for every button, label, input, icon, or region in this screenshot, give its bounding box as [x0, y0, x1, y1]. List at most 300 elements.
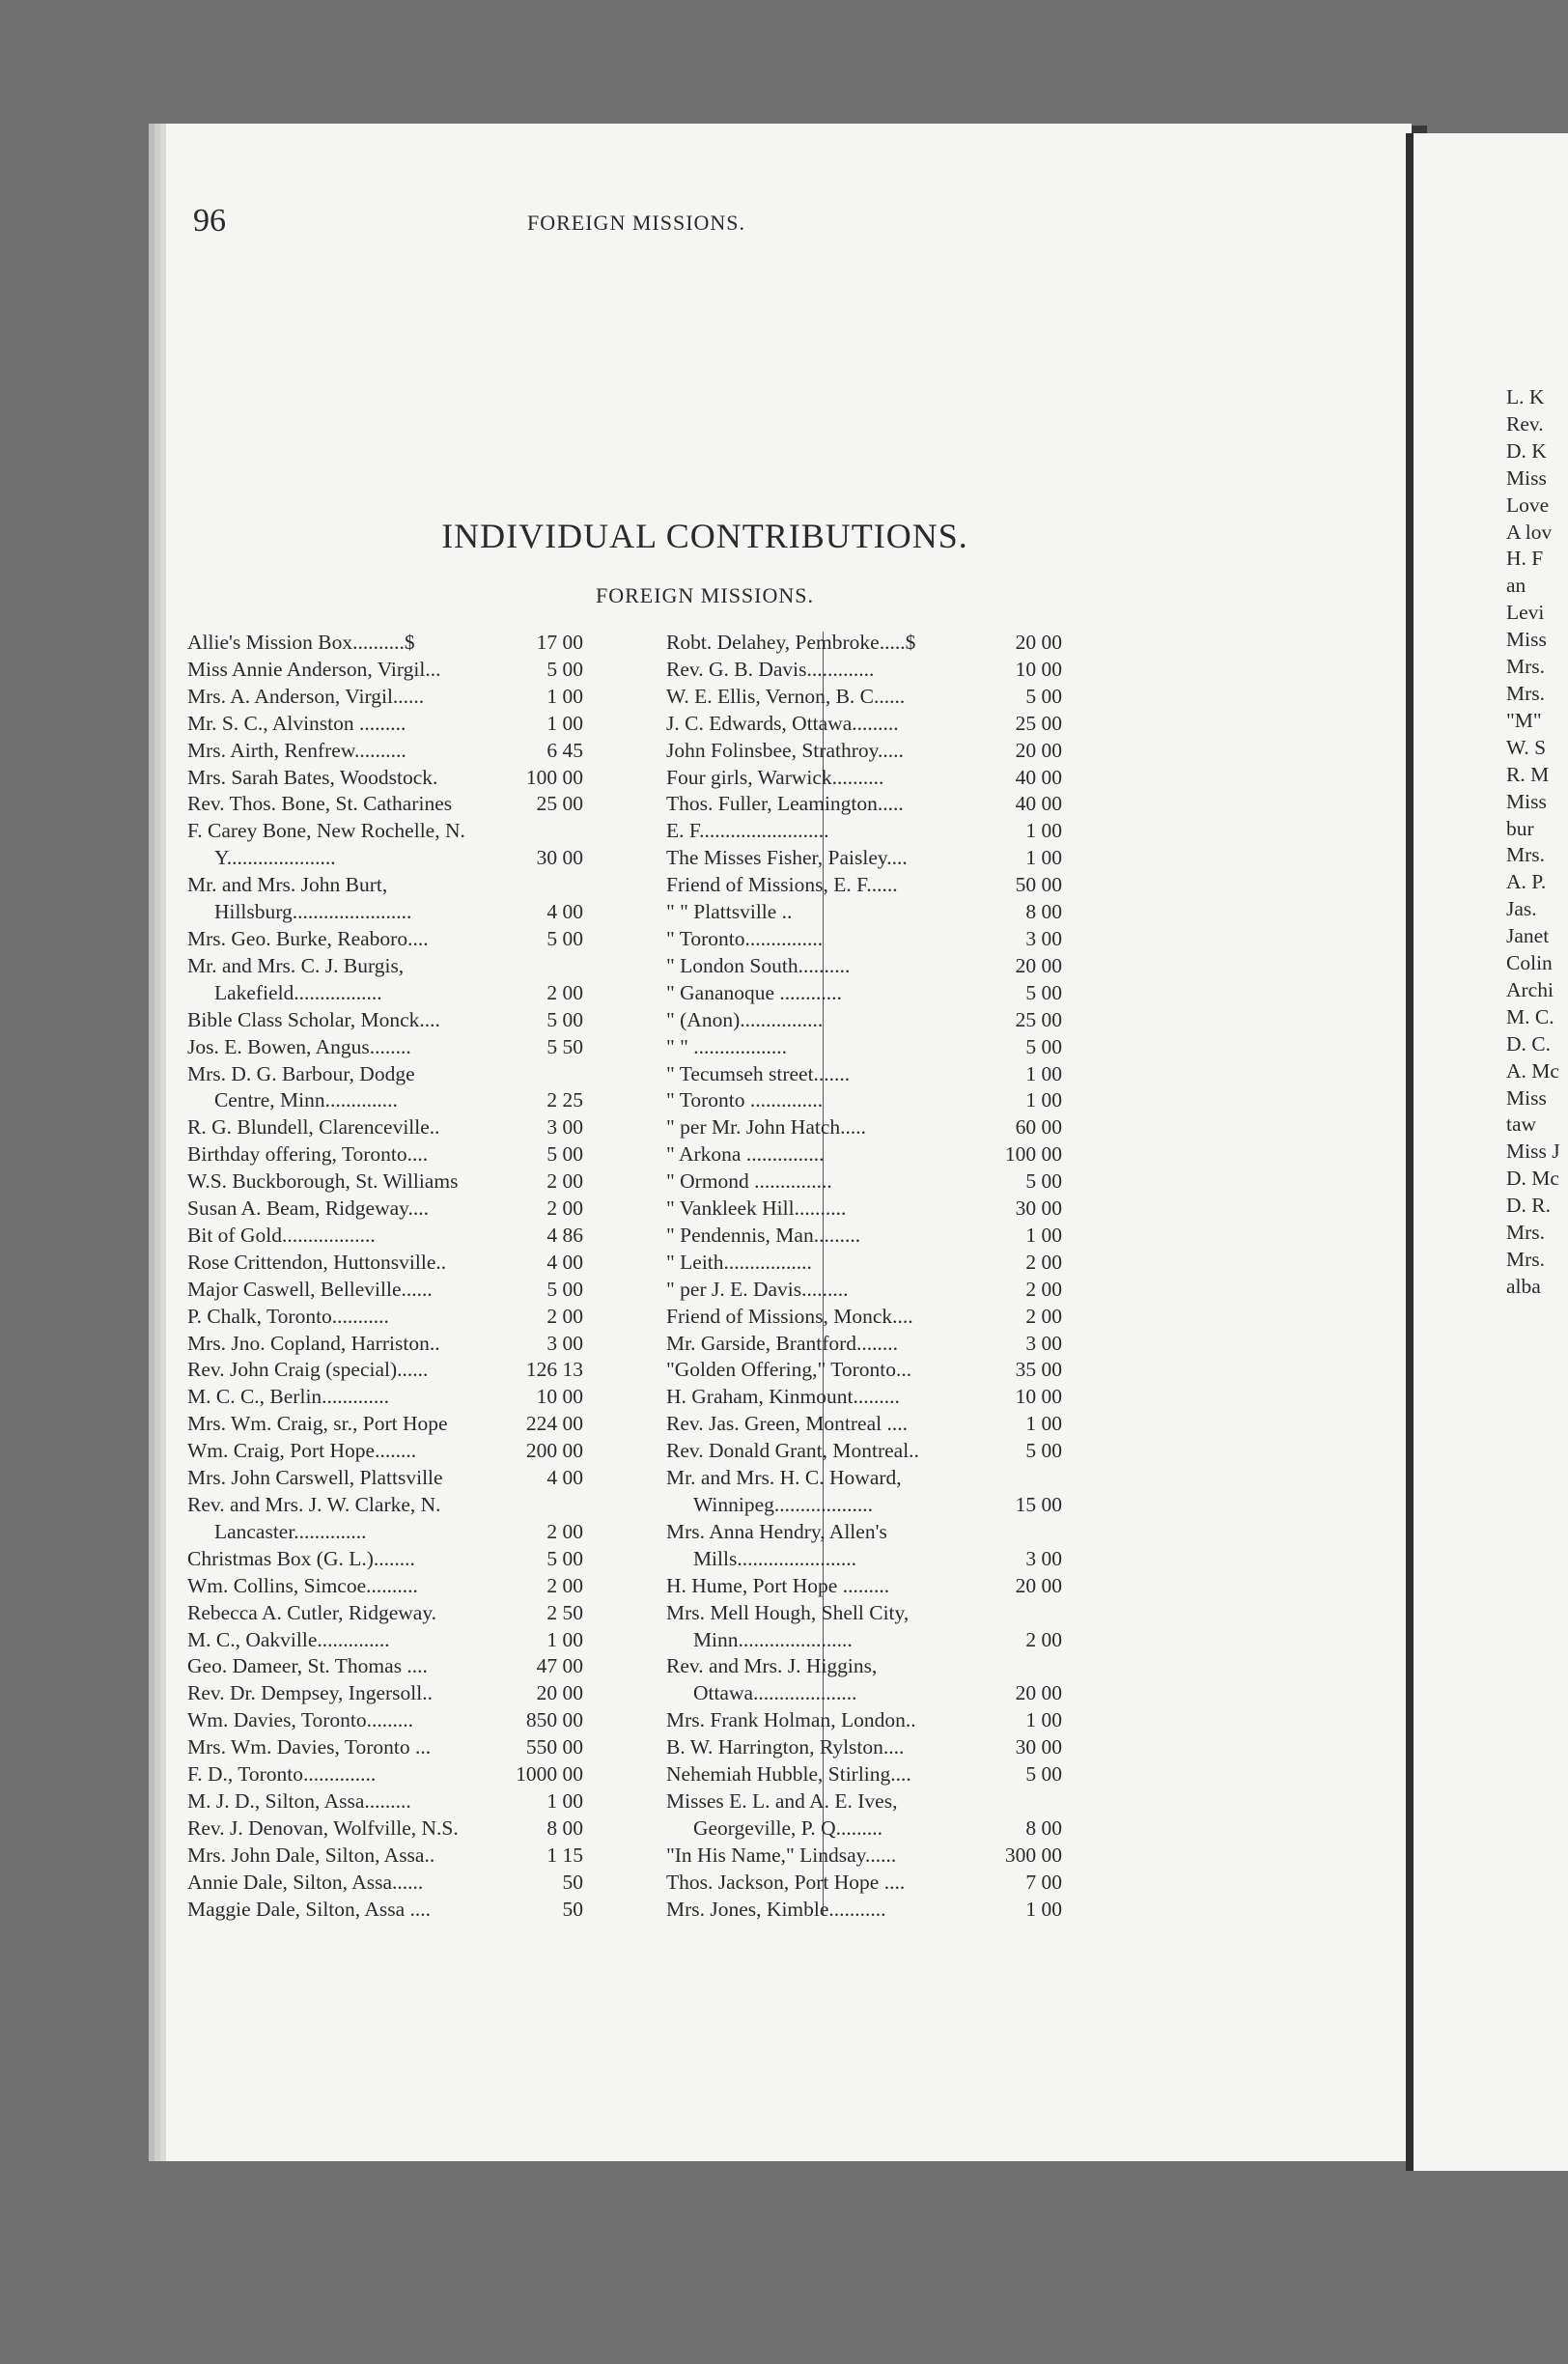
contribution-row	[187, 1223, 583, 1250]
contributor-name: Nehemiah Hubble, Stirling....	[666, 1762, 911, 1787]
contribution-amount: 5 00	[1025, 980, 1062, 1004]
contributor-name: Geo. Dameer, St. Thomas ....	[187, 1654, 428, 1678]
contribution-amount: 3 00	[546, 1115, 583, 1140]
contributor-name: Mrs. Anna Hendry, Allen's Mills.......................	[666, 1519, 887, 1570]
contributor-name: Misses E. L. and A. E. Ives, Georgeville, P. Q.........	[666, 1788, 898, 1840]
contribution-row	[666, 1465, 1062, 1519]
fragment-line: L. K	[1506, 385, 1545, 408]
contributor-name: F. Carey Bone, New Rochelle, N. Y.....................	[187, 819, 465, 870]
contribution-row	[187, 1061, 583, 1115]
contributor-name: Wm. Craig, Port Hope........	[187, 1439, 417, 1463]
contribution-amount: 8 00	[1025, 900, 1062, 924]
contributor-name: "In His Name," Lindsay......	[666, 1843, 897, 1867]
contribution-amount: 1 00	[1025, 1061, 1062, 1085]
contributor-name: " per Mr. John Hatch.....	[666, 1115, 867, 1140]
fragment-line: D. C.	[1506, 1031, 1551, 1055]
contributor-name: R. G. Blundell, Clarenceville..	[187, 1115, 440, 1140]
contributor-name: Rose Crittendon, Huttonsville..	[187, 1250, 447, 1274]
contributor-name: Miss Annie Anderson, Virgil...	[187, 657, 441, 681]
contributor-name: B. W. Harrington, Rylston....	[666, 1735, 905, 1759]
contribution-row	[187, 1007, 583, 1034]
left-contributions-column	[187, 630, 583, 1924]
contribution-row	[187, 1277, 583, 1304]
contribution-row	[187, 1168, 583, 1196]
contribution-row	[187, 1707, 583, 1734]
contribution-amount: 20 00	[1015, 1681, 1062, 1705]
contribution-amount: 1 00	[546, 684, 583, 708]
contributor-name: Robt. Delahey, Pembroke.....$	[666, 631, 916, 654]
fragment-line: Janet	[1506, 924, 1550, 948]
contributor-name: Mrs. Airth, Renfrew..........	[187, 738, 406, 762]
contributor-name: Bible Class Scholar, Monck....	[187, 1007, 440, 1031]
contribution-amount: 47 00	[536, 1654, 583, 1678]
contribution-amount: 1 15	[546, 1843, 583, 1867]
contribution-amount: 2 00	[546, 1196, 583, 1221]
contributor-name: M. C. C., Berlin.............	[187, 1385, 390, 1409]
contributor-name: Mrs. D. G. Barbour, Dodge Centre, Minn..............	[187, 1061, 415, 1112]
fragment-line: A. P.	[1506, 870, 1547, 894]
contributor-name: " London South..........	[666, 953, 851, 977]
contribution-amount: 1 00	[1025, 846, 1062, 870]
contribution-row	[666, 1141, 1062, 1168]
fragment-line: taw	[1506, 1112, 1537, 1137]
contribution-row	[187, 818, 583, 872]
page-number: 96	[193, 203, 226, 239]
running-title: FOREIGN MISSIONS.	[527, 211, 746, 235]
contribution-row	[666, 1196, 1062, 1223]
contributor-name: P. Chalk, Toronto...........	[187, 1304, 389, 1328]
contribution-amount: 3 00	[546, 1331, 583, 1355]
contribution-row	[666, 711, 1062, 738]
section-subtitle: FOREIGN MISSIONS.	[595, 583, 815, 607]
contributor-name: " Ormond ...............	[666, 1169, 832, 1194]
contributor-name: Rev. J. Denovan, Wolfville, N.S.	[187, 1815, 459, 1840]
contribution-amount: 100 00	[1004, 1142, 1062, 1167]
contribution-row	[187, 1411, 583, 1438]
contribution-amount: 8 00	[1025, 1815, 1062, 1840]
contribution-row	[666, 926, 1062, 953]
fragment-line: Mrs.	[1506, 655, 1546, 679]
contributor-name: Thos. Jackson, Port Hope ....	[666, 1870, 906, 1894]
contribution-row	[666, 1870, 1062, 1897]
contribution-row	[666, 1734, 1062, 1761]
contributor-name: Mrs. Jno. Copland, Harriston..	[187, 1331, 440, 1355]
contributor-name: Rev. and Mrs. J. Higgins, Ottawa....................	[666, 1654, 878, 1705]
contribution-row	[187, 1250, 583, 1277]
contribution-amount: 5 00	[546, 657, 583, 681]
contributor-name: Christmas Box (G. L.)........	[187, 1546, 415, 1570]
contribution-row	[187, 1627, 583, 1654]
contribution-amount: 4 86	[546, 1223, 583, 1247]
contribution-row	[187, 953, 583, 1007]
contribution-amount: 2 00	[1025, 1250, 1062, 1274]
contribution-amount: 5 00	[546, 1007, 583, 1031]
contribution-amount: 5 50	[546, 1034, 583, 1058]
contributor-name: " Leith.................	[666, 1250, 812, 1274]
contributor-name: Mr. and Mrs. C. J. Burgis, Lakefield.................	[187, 953, 405, 1004]
contributor-name: Bit of Gold..................	[187, 1223, 376, 1247]
contributor-name: F. D., Toronto..............	[187, 1762, 377, 1787]
contribution-row	[666, 1168, 1062, 1196]
contribution-row	[666, 899, 1062, 926]
contribution-row	[187, 1384, 583, 1411]
contribution-row	[666, 845, 1062, 872]
contribution-amount: 1 00	[1025, 1897, 1062, 1921]
contributor-name: Mrs. Sarah Bates, Woodstock.	[187, 765, 438, 789]
contribution-amount: 2 00	[1025, 1304, 1062, 1328]
fragment-line: R. M	[1506, 762, 1550, 786]
contribution-row	[666, 738, 1062, 765]
fragment-line: Mrs.	[1506, 843, 1546, 867]
contributor-name: Wm. Collins, Simcoe..........	[187, 1573, 418, 1597]
contributor-name: Susan A. Beam, Ridgeway....	[187, 1196, 430, 1221]
contribution-amount: 2 00	[546, 1169, 583, 1194]
contribution-row	[666, 1897, 1062, 1924]
contribution-amount: 20 00	[536, 1681, 583, 1705]
contributor-name: Friend of Missions, Monck....	[666, 1304, 913, 1328]
fragment-line: D. K	[1506, 438, 1547, 463]
contribution-amount: 20 00	[1015, 631, 1062, 654]
contribution-amount: 1 00	[546, 711, 583, 735]
fragment-line: Rev.	[1506, 411, 1544, 436]
contribution-amount: 30 00	[536, 846, 583, 870]
contributor-name: Rebecca A. Cutler, Ridgeway.	[187, 1600, 437, 1624]
contributor-name: Mr. Garside, Brantford........	[666, 1331, 899, 1355]
contributor-name: Allie's Mission Box..........$	[187, 631, 415, 654]
contributor-name: Mrs. A. Anderson, Virgil......	[187, 684, 425, 708]
contribution-amount: 20 00	[1015, 1573, 1062, 1597]
contributor-name: Rev. John Craig (special)......	[187, 1358, 429, 1382]
contribution-row	[666, 1707, 1062, 1734]
contribution-row	[187, 1196, 583, 1223]
fragment-line: Jas.	[1506, 897, 1537, 921]
contribution-amount: 10 00	[536, 1385, 583, 1409]
contribution-amount: 224 00	[525, 1412, 583, 1436]
contributor-name: Rev. Jas. Green, Montreal ....	[666, 1412, 908, 1436]
contributor-name: " Arkona ...............	[666, 1142, 825, 1167]
contribution-amount: 1 00	[1025, 1223, 1062, 1247]
contribution-amount: 4 00	[546, 1466, 583, 1490]
contribution-amount: 40 00	[1015, 792, 1062, 816]
contributor-name: Wm. Davies, Toronto.........	[187, 1708, 413, 1732]
contribution-amount: 5 00	[1025, 1169, 1062, 1194]
contribution-row	[666, 1331, 1062, 1358]
contributor-name: Rev. G. B. Davis.............	[666, 657, 875, 681]
contributor-name: Rev. Dr. Dempsey, Ingersoll..	[187, 1681, 433, 1705]
contributor-name: Four girls, Warwick..........	[666, 765, 884, 789]
contributor-name: Rev. Thos. Bone, St. Catharines	[187, 792, 453, 816]
contribution-amount: 20 00	[1015, 953, 1062, 977]
contribution-amount: 2 50	[546, 1600, 583, 1624]
contributor-name: Annie Dale, Silton, Assa......	[187, 1870, 424, 1894]
contribution-row	[666, 1519, 1062, 1573]
contributor-name: " " Plattsville ..	[666, 900, 793, 924]
contribution-amount: 15 00	[1015, 1493, 1062, 1516]
contribution-amount: 50	[562, 1897, 583, 1921]
contributor-name: Mr. and Mrs. H. C. Howard, Winnipeg...................	[666, 1466, 902, 1516]
contribution-amount: 1 00	[1025, 819, 1062, 843]
contribution-row	[187, 1815, 583, 1843]
fragment-line: Miss	[1506, 789, 1547, 813]
contribution-amount: 30 00	[1015, 1735, 1062, 1759]
contribution-row	[187, 791, 583, 818]
contributor-name: " Pendennis, Man.........	[666, 1223, 861, 1247]
contribution-row	[187, 1492, 583, 1546]
contributor-name: " Gananoque ............	[666, 980, 842, 1004]
contributor-name: Birthday offering, Toronto....	[187, 1142, 429, 1167]
contribution-row	[187, 1788, 583, 1815]
contribution-row	[187, 1653, 583, 1680]
contribution-amount: 100 00	[525, 765, 583, 789]
contribution-amount: 2 00	[546, 1573, 583, 1597]
contribution-row	[187, 1600, 583, 1627]
fragment-line: Mrs.	[1506, 1248, 1546, 1271]
contributor-name: Mrs. Geo. Burke, Reaboro....	[187, 926, 429, 950]
contribution-amount: 40 00	[1015, 765, 1062, 789]
contributor-name: The Misses Fisher, Paisley....	[666, 846, 908, 870]
contribution-amount: 1 00	[1025, 1708, 1062, 1732]
contribution-row	[187, 657, 583, 684]
contribution-amount: 5 00	[1025, 1034, 1062, 1058]
contributor-name: H. Hume, Port Hope .........	[666, 1573, 890, 1597]
contribution-row	[666, 1061, 1062, 1088]
fragment-line: Mrs.	[1506, 681, 1546, 705]
fragment-line: Love	[1506, 492, 1550, 517]
contributor-name: M. C., Oakville..............	[187, 1627, 390, 1651]
contribution-row	[666, 791, 1062, 818]
contribution-row	[187, 1465, 583, 1492]
contributor-name: " Toronto...............	[666, 926, 824, 950]
contribution-amount: 850 00	[525, 1708, 583, 1732]
contribution-row	[666, 1114, 1062, 1141]
contribution-amount: 1 00	[1025, 1412, 1062, 1436]
contribution-row	[187, 711, 583, 738]
contribution-row	[666, 980, 1062, 1007]
contribution-row	[187, 1357, 583, 1384]
contribution-amount: 6 45	[546, 738, 583, 762]
contribution-row	[187, 1680, 583, 1707]
contribution-row	[666, 1357, 1062, 1384]
contribution-row	[187, 630, 583, 657]
fragment-line: Miss	[1506, 628, 1547, 652]
contribution-row	[187, 738, 583, 765]
contribution-row	[666, 1087, 1062, 1114]
fragment-line: A. Mc	[1506, 1058, 1559, 1083]
contributor-name: " (Anon)................	[666, 1007, 824, 1031]
contribution-row	[187, 1438, 583, 1465]
contribution-amount: 126 13	[525, 1358, 583, 1382]
contribution-row	[187, 872, 583, 926]
contribution-amount: 4 00	[546, 1250, 583, 1274]
contribution-amount: 7 00	[1025, 1870, 1062, 1894]
contribution-amount: 8 00	[546, 1815, 583, 1840]
running-head	[193, 203, 1217, 241]
fragment-line: M. C.	[1506, 1004, 1554, 1028]
contribution-amount: 25 00	[1015, 1007, 1062, 1031]
contribution-amount: 550 00	[525, 1735, 583, 1759]
fragment-line: D. Mc	[1506, 1167, 1559, 1191]
contribution-row	[666, 1438, 1062, 1465]
contribution-amount: 1 00	[1025, 1088, 1062, 1112]
contribution-row	[187, 1843, 583, 1870]
contribution-amount: 35 00	[1015, 1358, 1062, 1382]
contributor-name: Mrs. Frank Holman, London..	[666, 1708, 916, 1732]
contributor-name: Mrs. John Dale, Silton, Assa..	[187, 1843, 435, 1867]
next-page-fragments	[1506, 384, 1568, 1301]
contribution-row	[187, 1870, 583, 1897]
contributor-name: Maggie Dale, Silton, Assa ....	[187, 1897, 432, 1921]
contribution-amount: 1 00	[546, 1788, 583, 1813]
contributor-name: " " ..................	[666, 1034, 788, 1058]
contributor-name: Mr. and Mrs. John Burt, Hillsburg.......................	[187, 873, 412, 924]
contribution-amount: 5 00	[546, 1546, 583, 1570]
contribution-row	[187, 684, 583, 711]
contribution-amount: 200 00	[525, 1439, 583, 1463]
contributor-name: W.S. Buckborough, St. Williams	[187, 1169, 459, 1194]
contribution-row	[666, 1411, 1062, 1438]
contributor-name: W. E. Ellis, Vernon, B. C......	[666, 684, 906, 708]
contribution-amount: 60 00	[1015, 1115, 1062, 1140]
contribution-row	[666, 684, 1062, 711]
contribution-amount: 30 00	[1015, 1196, 1062, 1221]
contributor-name: J. C. Edwards, Ottawa.........	[666, 711, 899, 735]
contribution-row	[666, 953, 1062, 980]
contribution-amount: 2 25	[546, 1088, 583, 1112]
contribution-row	[666, 765, 1062, 792]
page-title: INDIVIDUAL CONTRIBUTIONS.	[441, 517, 968, 555]
fragment-line: H. F	[1506, 547, 1544, 571]
contributor-name: Mrs. Mell Hough, Shell City, Minn......................	[666, 1600, 910, 1651]
contribution-row	[666, 1250, 1062, 1277]
contribution-amount: 5 00	[546, 1142, 583, 1167]
contribution-amount: 10 00	[1015, 657, 1062, 681]
contributor-name: Major Caswell, Belleville......	[187, 1277, 433, 1301]
fragment-line: Levi	[1506, 601, 1545, 625]
contributor-name: Mrs. Wm. Craig, sr., Port Hope	[187, 1412, 448, 1436]
contribution-row	[187, 1331, 583, 1358]
contribution-amount: 20 00	[1015, 738, 1062, 762]
fragment-line: Miss	[1506, 465, 1547, 490]
contribution-row	[666, 1843, 1062, 1870]
contribution-amount: 5 00	[546, 1277, 583, 1301]
contribution-amount: 50 00	[1015, 873, 1062, 897]
contribution-row	[666, 1384, 1062, 1411]
contribution-row	[187, 926, 583, 953]
contribution-row	[187, 1304, 583, 1331]
contributor-name: H. Graham, Kinmount.........	[666, 1385, 900, 1409]
contribution-amount: 50	[562, 1870, 583, 1894]
contribution-row	[666, 1788, 1062, 1843]
contribution-amount: 1000 00	[516, 1762, 583, 1787]
fragment-line: "M"	[1506, 708, 1542, 732]
contribution-amount: 3 00	[1025, 1546, 1062, 1570]
contribution-amount: 3 00	[1025, 926, 1062, 950]
fragment-line: D. R.	[1506, 1194, 1551, 1218]
contribution-row	[187, 1734, 583, 1761]
contribution-amount: 5 00	[546, 926, 583, 950]
contribution-amount: 2 00	[546, 980, 583, 1004]
contributor-name: Mrs. John Carswell, Plattsville	[187, 1466, 443, 1490]
fragment-line: Colin	[1506, 951, 1553, 975]
contribution-amount: 2 00	[546, 1304, 583, 1328]
contribution-row	[666, 1573, 1062, 1600]
contribution-amount: 10 00	[1015, 1385, 1062, 1409]
contribution-row	[187, 1141, 583, 1168]
fragment-line: W. S	[1506, 735, 1547, 759]
contribution-amount: 4 00	[546, 900, 583, 924]
contributor-name: John Folinsbee, Strathroy.....	[666, 738, 904, 762]
right-contributions-column	[666, 630, 1062, 1924]
contributor-name: M. J. D., Silton, Assa.........	[187, 1788, 411, 1813]
fragment-line: bur	[1506, 816, 1534, 840]
contribution-amount: 300 00	[1004, 1843, 1062, 1867]
contributor-name: E. F.........................	[666, 819, 829, 843]
contributor-name: Rev. Donald Grant, Montreal..	[666, 1439, 919, 1463]
fragment-line: A lov	[1506, 520, 1553, 544]
contribution-amount: 5 00	[1025, 684, 1062, 708]
contribution-row	[187, 765, 583, 792]
contributor-name: Jos. E. Bowen, Angus........	[187, 1034, 411, 1058]
contribution-row	[666, 1007, 1062, 1034]
contribution-row	[666, 1761, 1062, 1788]
contributor-name: "Golden Offering," Toronto...	[666, 1358, 912, 1382]
contribution-amount: 25 00	[1015, 711, 1062, 735]
fragment-line: Archi	[1506, 977, 1554, 1001]
contribution-row	[187, 1546, 583, 1573]
contribution-row	[666, 818, 1062, 845]
contribution-row	[187, 1761, 583, 1788]
contribution-amount: 2 00	[546, 1519, 583, 1543]
contribution-amount: 2 00	[1025, 1277, 1062, 1301]
contribution-row	[666, 657, 1062, 684]
contributor-name: Friend of Missions, E. F......	[666, 873, 898, 897]
contributor-name: " Toronto ..............	[666, 1088, 824, 1112]
fragment-line: Miss	[1506, 1085, 1547, 1110]
fragment-line: Miss J	[1506, 1140, 1560, 1164]
contribution-row	[187, 1573, 583, 1600]
contribution-row	[187, 1897, 583, 1924]
contribution-row	[666, 1653, 1062, 1707]
fragment-line: alba	[1506, 1274, 1541, 1298]
contribution-row	[666, 1600, 1062, 1654]
contribution-row	[187, 1114, 583, 1141]
contributor-name: " per J. E. Davis.........	[666, 1277, 849, 1301]
contributor-name: Mrs. Jones, Kimble...........	[666, 1897, 886, 1921]
contribution-amount: 17 00	[536, 631, 583, 654]
fragment-line: an	[1506, 574, 1526, 598]
contributor-name: " Vankleek Hill..........	[666, 1196, 847, 1221]
contribution-row	[666, 1304, 1062, 1331]
contributor-name: Mrs. Wm. Davies, Toronto ...	[187, 1735, 432, 1759]
fragment-line: Mrs.	[1506, 1221, 1546, 1245]
contributor-name: Thos. Fuller, Leamington.....	[666, 792, 904, 816]
contribution-row	[666, 630, 1062, 657]
contribution-row	[666, 1034, 1062, 1061]
contribution-row	[666, 1223, 1062, 1250]
contributor-name: Rev. and Mrs. J. W. Clarke, N. Lancaster..............	[187, 1493, 441, 1543]
contribution-amount: 3 00	[1025, 1331, 1062, 1355]
contribution-amount: 1 00	[546, 1627, 583, 1651]
contribution-amount: 2 00	[1025, 1627, 1062, 1651]
contribution-row	[666, 872, 1062, 899]
contribution-amount: 5 00	[1025, 1439, 1062, 1463]
contribution-row	[666, 1277, 1062, 1304]
contributor-name: Mr. S. C., Alvinston .........	[187, 711, 406, 735]
contribution-row	[187, 1034, 583, 1061]
contribution-amount: 25 00	[536, 792, 583, 816]
contributor-name: " Tecumseh street.......	[666, 1061, 851, 1085]
contribution-amount: 5 00	[1025, 1762, 1062, 1787]
